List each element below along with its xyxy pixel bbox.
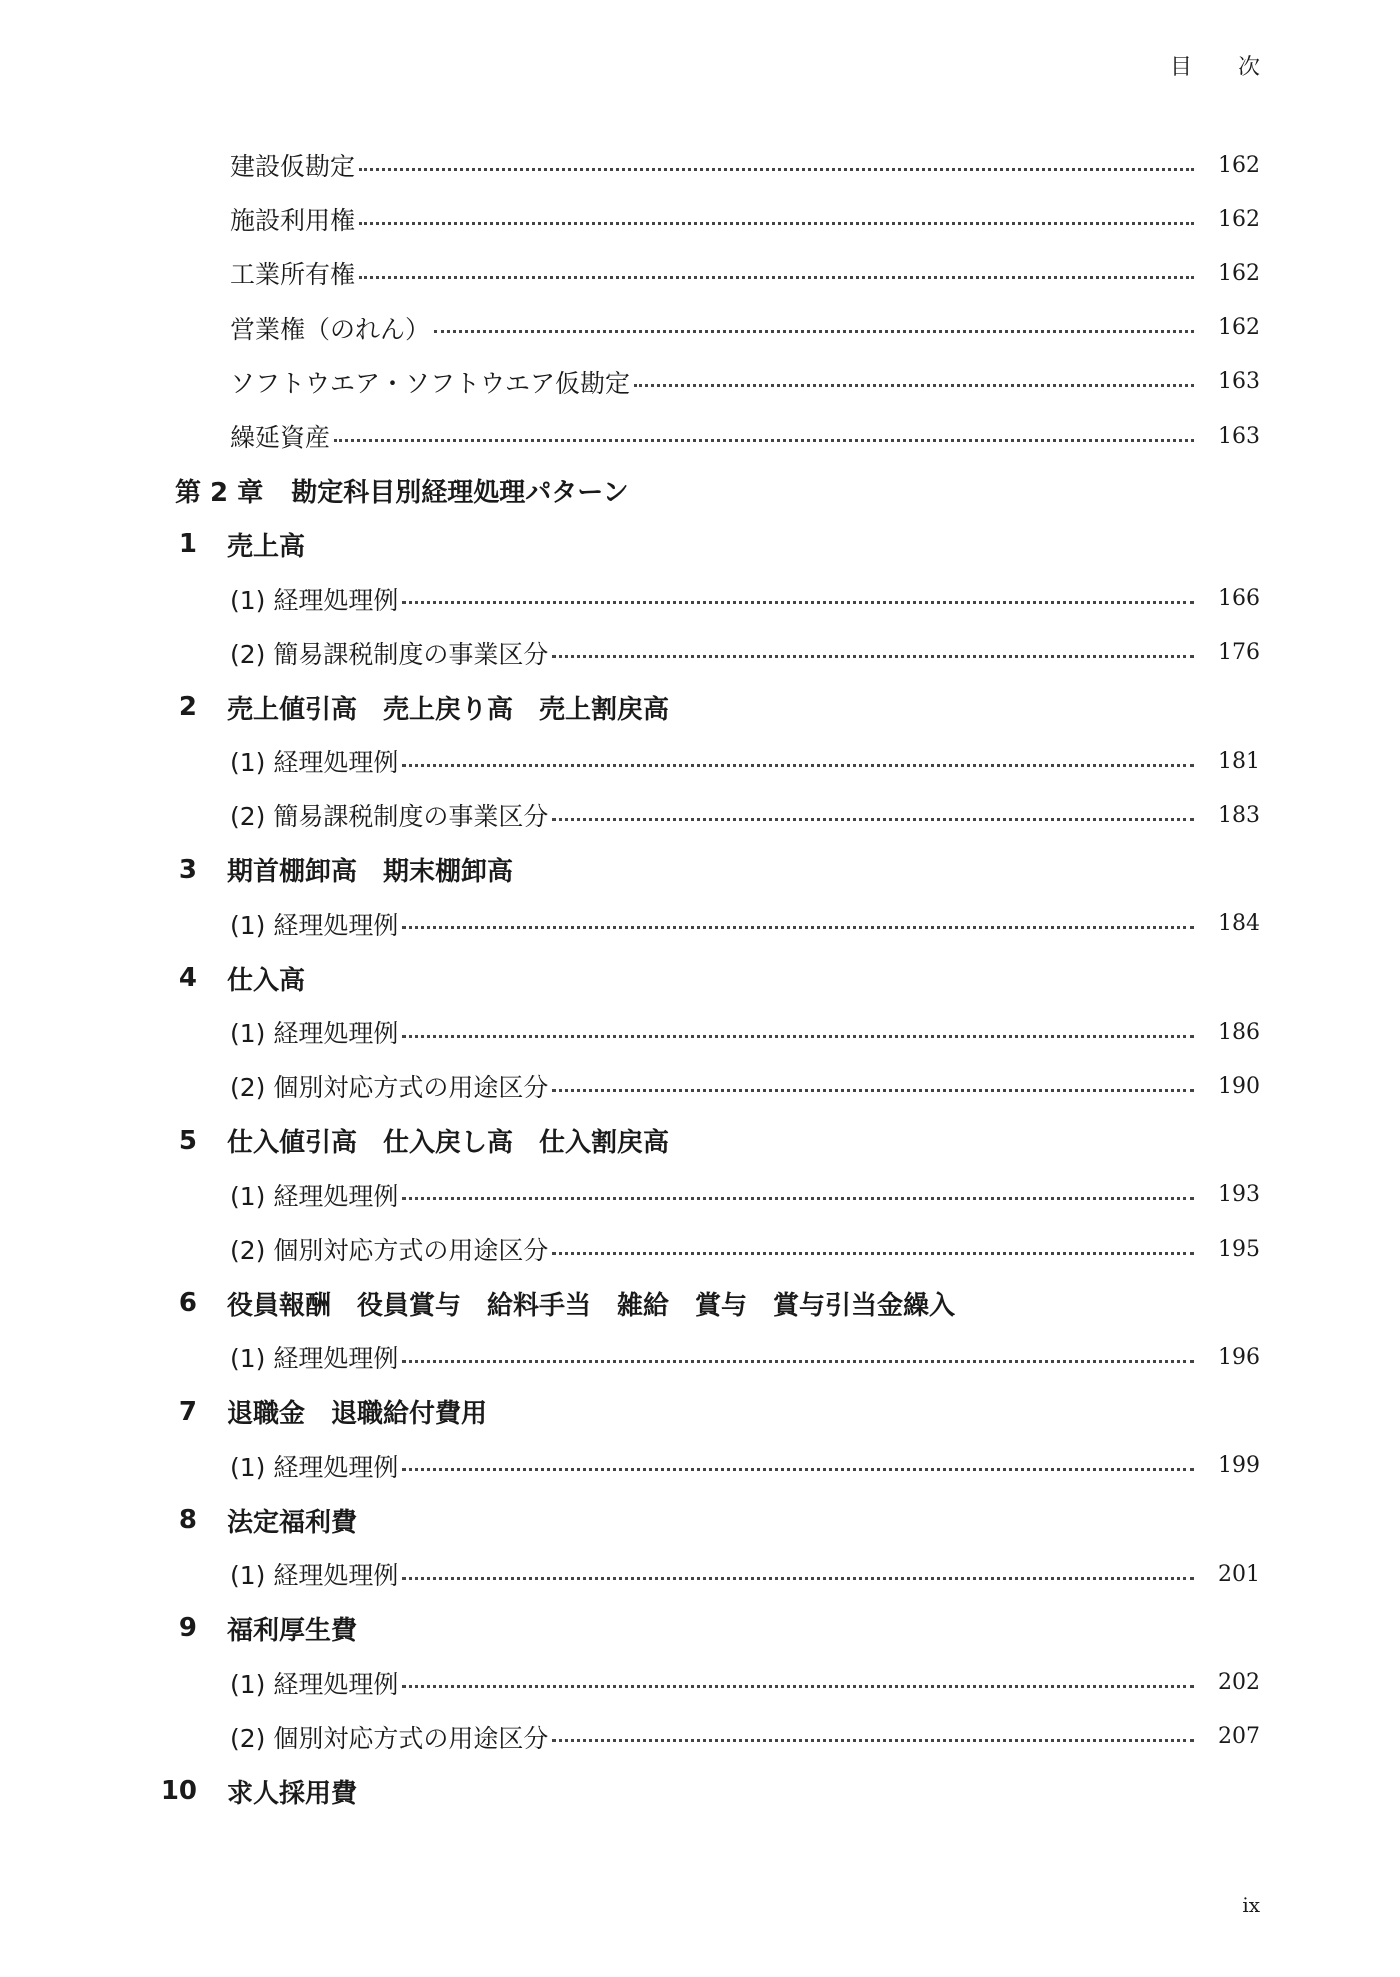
section-number: 6: [178, 1288, 197, 1319]
toc-entry-page: 176: [1218, 640, 1260, 666]
dot-leader: [359, 276, 1194, 279]
toc-entry[interactable]: [230, 1717, 1260, 1757]
running-head-first: 目: [1169, 55, 1192, 80]
toc-entry[interactable]: [230, 416, 1260, 456]
toc-section-heading[interactable]: [0, 1121, 669, 1161]
running-head: [1170, 50, 1260, 81]
toc-section-heading[interactable]: [0, 958, 305, 998]
toc-entry-label: (2) 簡易課税制度の事業区分: [230, 802, 549, 832]
section-number: 1: [178, 529, 197, 560]
section-title: 法定福利費: [227, 1507, 358, 1538]
toc-entry[interactable]: [230, 795, 1260, 835]
section-number: 10: [160, 1776, 197, 1806]
toc-section-heading[interactable]: [0, 1771, 357, 1811]
toc-entry-page: 181: [1218, 748, 1260, 774]
toc-entry-label: (1) 経理処理例: [230, 1452, 399, 1482]
toc-entry-page: 202: [1218, 1670, 1260, 1696]
toc-entry-page: 201: [1218, 1561, 1260, 1587]
dot-leader: [402, 1035, 1194, 1038]
section-title: 求人採用費: [227, 1778, 358, 1809]
toc-entry-label: (1) 経理処理例: [230, 585, 399, 615]
toc-entry-page: 162: [1218, 206, 1260, 232]
section-number: 4: [178, 963, 197, 993]
toc-entry-label: (1) 経理処理例: [230, 1561, 399, 1591]
toc-entry-page: 163: [1218, 369, 1260, 395]
toc-entry-page: 183: [1218, 802, 1260, 828]
toc-entry-page: 207: [1218, 1724, 1260, 1750]
section-title: 仕入値引高 仕入戻し高 仕入割戻高: [227, 1128, 670, 1159]
dot-leader: [402, 926, 1194, 929]
section-number: 5: [178, 1125, 197, 1156]
dot-leader: [402, 1577, 1194, 1580]
dot-leader: [634, 384, 1194, 387]
toc-entry-label: ソフトウエア・ソフトウエア仮勘定: [230, 368, 631, 398]
toc-entry-label: (2) 個別対応方式の用途区分: [230, 1723, 549, 1753]
section-number: 7: [178, 1396, 197, 1427]
toc-entry-page: 195: [1218, 1236, 1260, 1262]
toc-entry-page: 184: [1218, 911, 1260, 937]
section-title: 期首棚卸高 期末棚卸高: [227, 857, 514, 888]
page-number: ix: [1242, 1893, 1260, 1917]
toc-entry-label: (1) 経理処理例: [230, 748, 399, 778]
section-number: 2: [178, 692, 197, 722]
toc-entry[interactable]: [230, 362, 1260, 402]
toc-entry-page: 162: [1218, 152, 1260, 178]
toc-entry-page: 190: [1218, 1073, 1260, 1099]
toc-entry-label: 営業権（のれん）: [230, 314, 431, 344]
toc-entry-label: (1) 経理処理例: [230, 1669, 399, 1699]
running-head-second: 次: [1237, 55, 1260, 80]
section-title: 仕入高: [227, 965, 306, 996]
toc-entry-label: (1) 経理処理例: [230, 1344, 399, 1374]
toc-entry-page: 199: [1218, 1453, 1260, 1479]
toc-entry[interactable]: [230, 1175, 1260, 1215]
toc-section-heading[interactable]: [0, 1283, 955, 1323]
toc-entry-label: (1) 経理処理例: [230, 1019, 399, 1049]
dot-leader: [552, 1089, 1194, 1092]
dot-leader: [402, 1197, 1194, 1200]
toc-entry[interactable]: [230, 199, 1260, 239]
toc-entry-label: 繰延資産: [230, 423, 331, 452]
section-title: 役員報酬 役員賞与 給料手当 雑給 賞与 賞与引当金繰入: [227, 1290, 956, 1321]
toc-entry[interactable]: [230, 904, 1260, 944]
toc-entry[interactable]: [230, 1663, 1260, 1703]
section-number: 9: [178, 1613, 197, 1644]
toc-entry-page: 186: [1218, 1019, 1260, 1045]
dot-leader: [434, 330, 1194, 333]
toc-entry-page: 196: [1218, 1344, 1260, 1370]
toc-entry-label: 工業所有権: [230, 260, 356, 290]
toc-section-heading[interactable]: [0, 1392, 487, 1432]
toc-entry[interactable]: [230, 741, 1260, 781]
toc-section-heading[interactable]: [0, 1500, 357, 1540]
toc-entry-label: (2) 個別対応方式の用途区分: [230, 1073, 549, 1103]
dot-leader: [359, 168, 1194, 171]
toc-entry-label: 施設利用権: [230, 206, 356, 236]
toc-entry[interactable]: [230, 1446, 1260, 1486]
toc-entry[interactable]: [230, 145, 1260, 185]
chapter-title: 勘定科目別経理処理パターン: [291, 477, 629, 508]
dot-leader: [402, 1360, 1194, 1363]
toc-entry[interactable]: [230, 1554, 1260, 1594]
section-title: 福利厚生費: [227, 1615, 358, 1646]
toc-entry-page: 166: [1218, 586, 1260, 612]
toc-entry-page: 193: [1218, 1182, 1260, 1208]
dot-leader: [402, 764, 1194, 767]
section-title: 退職金 退職給付費用: [227, 1399, 488, 1430]
toc-entry-label: (1) 経理処理例: [230, 910, 399, 940]
toc-entry[interactable]: [230, 1229, 1260, 1269]
dot-leader: [402, 1468, 1194, 1471]
toc-section-heading[interactable]: [0, 524, 305, 564]
dot-leader: [402, 1685, 1194, 1688]
toc-entry-label: (2) 簡易課税制度の事業区分: [230, 639, 549, 669]
toc-entry-page: 163: [1218, 423, 1260, 449]
dot-leader: [334, 439, 1194, 442]
dot-leader: [552, 655, 1194, 658]
chapter-number: 第 2 章: [175, 477, 264, 508]
toc-entry-page: 162: [1218, 315, 1260, 341]
dot-leader: [359, 222, 1194, 225]
toc-entry[interactable]: [230, 308, 1260, 348]
section-title: 売上高: [227, 531, 306, 562]
toc-entry[interactable]: [230, 1012, 1260, 1052]
section-number: 3: [178, 854, 197, 885]
toc-section-heading[interactable]: [0, 1608, 357, 1648]
toc-entry[interactable]: [230, 579, 1260, 619]
toc-entry[interactable]: [230, 1066, 1260, 1106]
toc-entry[interactable]: [230, 253, 1260, 293]
dot-leader: [552, 1252, 1194, 1255]
toc-entry[interactable]: [230, 1337, 1260, 1377]
toc-chapter-heading[interactable]: [175, 470, 629, 510]
section-title: 売上値引高 売上戻り高 売上割戻高: [227, 694, 670, 725]
toc-section-heading[interactable]: [0, 687, 669, 727]
dot-leader: [402, 601, 1194, 604]
section-number: 8: [178, 1505, 197, 1535]
toc-section-heading[interactable]: [0, 850, 513, 890]
dot-leader: [552, 818, 1194, 821]
toc-entry[interactable]: [230, 633, 1260, 673]
toc-entry-label: 建設仮勘定: [230, 152, 356, 181]
dot-leader: [552, 1739, 1194, 1742]
toc-entry-label: (2) 個別対応方式の用途区分: [230, 1236, 549, 1265]
toc-entry-label: (1) 経理処理例: [230, 1181, 399, 1211]
toc-entry-page: 162: [1218, 260, 1260, 286]
